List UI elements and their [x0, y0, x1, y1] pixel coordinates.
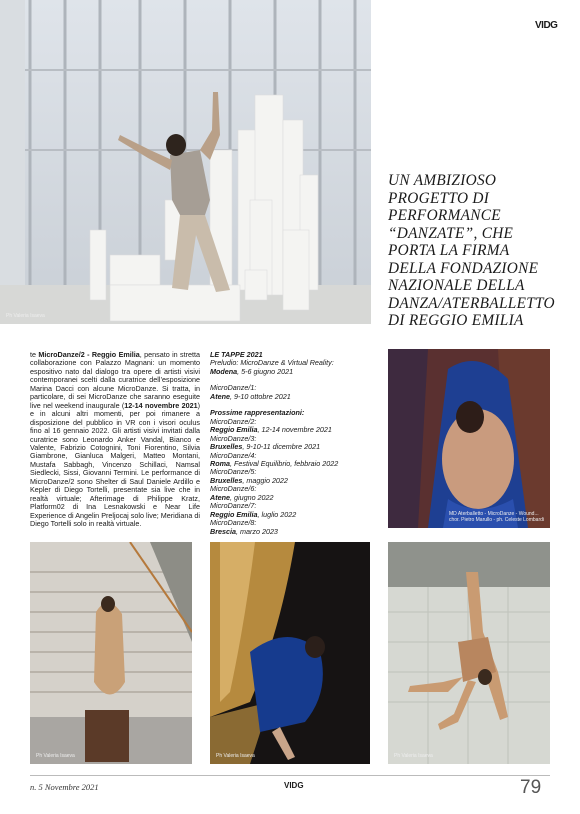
tour-label: MicroDanze/8:: [210, 518, 257, 528]
tour-date: , giugno 2022: [229, 492, 274, 502]
photo-bottom-middle: [210, 542, 370, 764]
tour-date: , luglio 2022: [257, 509, 297, 519]
footer-logo: VIDG: [284, 781, 304, 790]
tour-date: , 9-10-11 dicembre 2021: [242, 442, 321, 452]
tour-place: Bruxelles: [210, 442, 243, 452]
photo-bottom-left-illustration: [30, 542, 192, 764]
tour-heading: LE TAPPE 2021: [210, 350, 263, 359]
tour-date: , 9-10 ottobre 2021: [229, 391, 291, 401]
tour-place: Modena: [210, 366, 238, 376]
tour-stop: [210, 528, 380, 536]
photo-bottom-left: [30, 542, 192, 764]
tour-place: Atene: [210, 391, 230, 401]
tour-dates: [210, 351, 380, 536]
tour-prelude: [210, 368, 380, 376]
tour-date: , maggio 2022: [242, 475, 288, 485]
photo-credit-line: chor. Pietro Marullo - ph. Celeste Lombardi: [448, 517, 544, 523]
photo-credit: Ph Valeria Isaeva: [216, 753, 255, 759]
tour-next-heading: Prossime rappresentazioni:: [210, 408, 305, 418]
headline: UN AMBIZIOSO PROGETTO DI PERFORMANCE “DANZATE”, CHE PORTA LA FIRMA DELLA FONDAZIONE NAZIONALE DELLA DANZA/ATERBALLETTO DI REGGIO EMILIA: [388, 172, 555, 329]
tour-place: Roma: [210, 458, 230, 468]
tour-place: Reggio Emilia: [210, 425, 258, 435]
tour-label: MicroDanze/4:: [210, 450, 257, 460]
tour-label: MicroDanze/6:: [210, 484, 257, 494]
photo-bottom-middle-illustration: [210, 542, 370, 764]
tour-date: , 12-14 novembre 2021: [257, 425, 332, 435]
tour-date: , marzo 2023: [235, 526, 278, 536]
photo-right: [388, 349, 550, 528]
hero-photo: [0, 0, 371, 324]
body-text-mid: , pensato in stretta collaborazione con Palazzo Magnani: un momento espositivo nato dal dialogo tra opere di artisti visivi contemporanei scelti dalla curatrice dell’esposizione Marina Dacci con alcune MicroDanze. Si tratta, in particolare, di sei MicroDanze che saranno eseguite live nel weekend inaugurale (: [30, 350, 201, 410]
photo-credit: Ph Valeria Isaeva: [6, 313, 45, 319]
photo-right-illustration: [388, 349, 550, 528]
photo-credit: Ph Valeria Isaeva: [36, 753, 75, 759]
photo-credit-line: MD Aterballetto - MicroDanze - Wound...: [448, 511, 539, 517]
tour-label: MicroDanze/3:: [210, 433, 257, 443]
issue-label: n. 5 Novembre 2021: [30, 782, 99, 792]
hero-photo-illustration: [0, 0, 371, 324]
tour-place: Atene: [210, 492, 230, 502]
tour-place: Reggio Emilia: [210, 509, 258, 519]
tour-date: , Festival Equilibrio, febbraio 2022: [229, 458, 339, 468]
tour-prelude-label: Preludio: MicroDanze & Virtual Reality:: [210, 358, 334, 368]
photo-bottom-right: [388, 542, 550, 764]
tour-label: MicroDanze/1:: [210, 383, 257, 393]
body-text-end: ) e in alcuni altri momenti, per poi rimanere a disposizione del pubblico in VR con i visori oculus fino al 16 gennaio 2022. Gli artisti visivi invitati dalla curatrice sono Leonardo Anker Vandal, Bianco e Valente, Fabrizio Cotognini, Toni Fiorentino, Silvia Giambrone, Gianluca Malgeri, Matteo Montani, Mustafa Sabbagh, Vincenzo Schillaci, Namsal Siedlecki, Sissi, Giovanni Termini. Le performance di MicroDanze/2 sono Shelter di Saul Daniele Ardillo e Kepler di Diego Tortelli, presentate sia live che in realtà virtuale; Afterimage di Philippe Kratz, Platform02 di Ina Lesnakowski e Near Life Experience di Angelin Preljocaj solo live; Meridiana di Diego Tortelli solo in realtà virtuale.: [30, 400, 200, 529]
tour-label: MicroDanze/2:: [210, 416, 257, 426]
photo-bottom-right-illustration: [388, 542, 550, 764]
tour-place: Brescia: [210, 526, 236, 536]
footer-divider: [30, 775, 550, 776]
tour-date: , 5-6 giugno 2021: [237, 366, 294, 376]
photo-credit: [449, 511, 544, 523]
page-number: 79: [520, 777, 542, 798]
body-text-lead: te: [30, 350, 39, 359]
magazine-logo: VIDG: [535, 20, 558, 31]
tour-place: Bruxelles: [210, 475, 243, 485]
body-bold-dates: 12-14 novembre 2021: [124, 400, 198, 410]
photo-credit: Ph Valeria Isaeva: [394, 753, 433, 759]
tour-label: MicroDanze/5:: [210, 467, 257, 477]
body-paragraph: [30, 351, 200, 529]
tour-label: MicroDanze/7:: [210, 501, 257, 511]
tour-stop: [210, 393, 380, 401]
body-bold-event: MicroDanze/2 - Reggio Emilia: [38, 350, 140, 359]
